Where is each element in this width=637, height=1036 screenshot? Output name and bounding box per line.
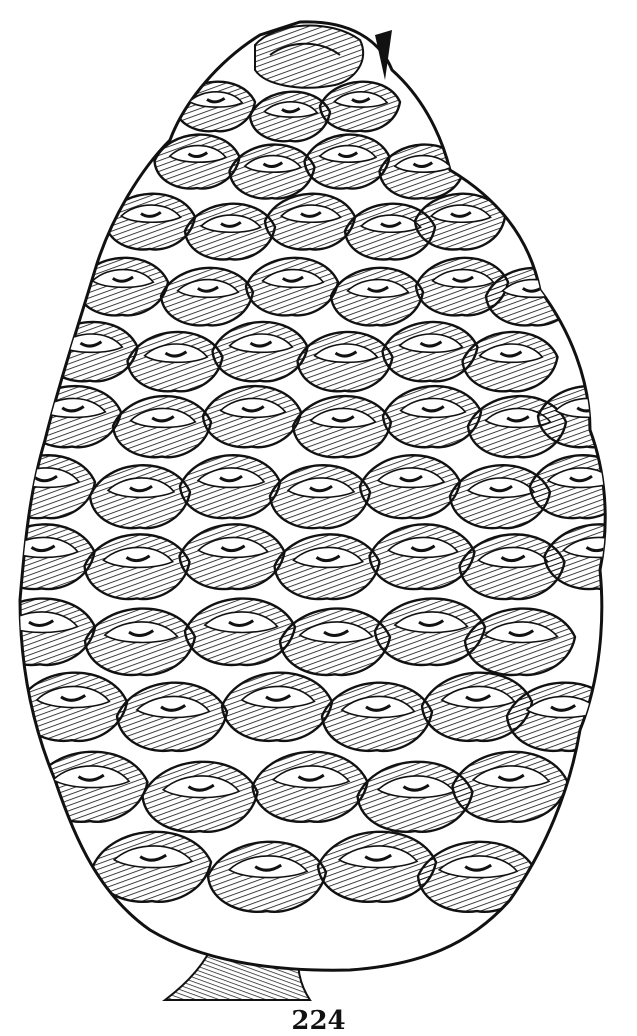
cone-body [0, 22, 637, 970]
cone-scales [0, 82, 637, 912]
figure-number: 224 [0, 1008, 637, 1034]
